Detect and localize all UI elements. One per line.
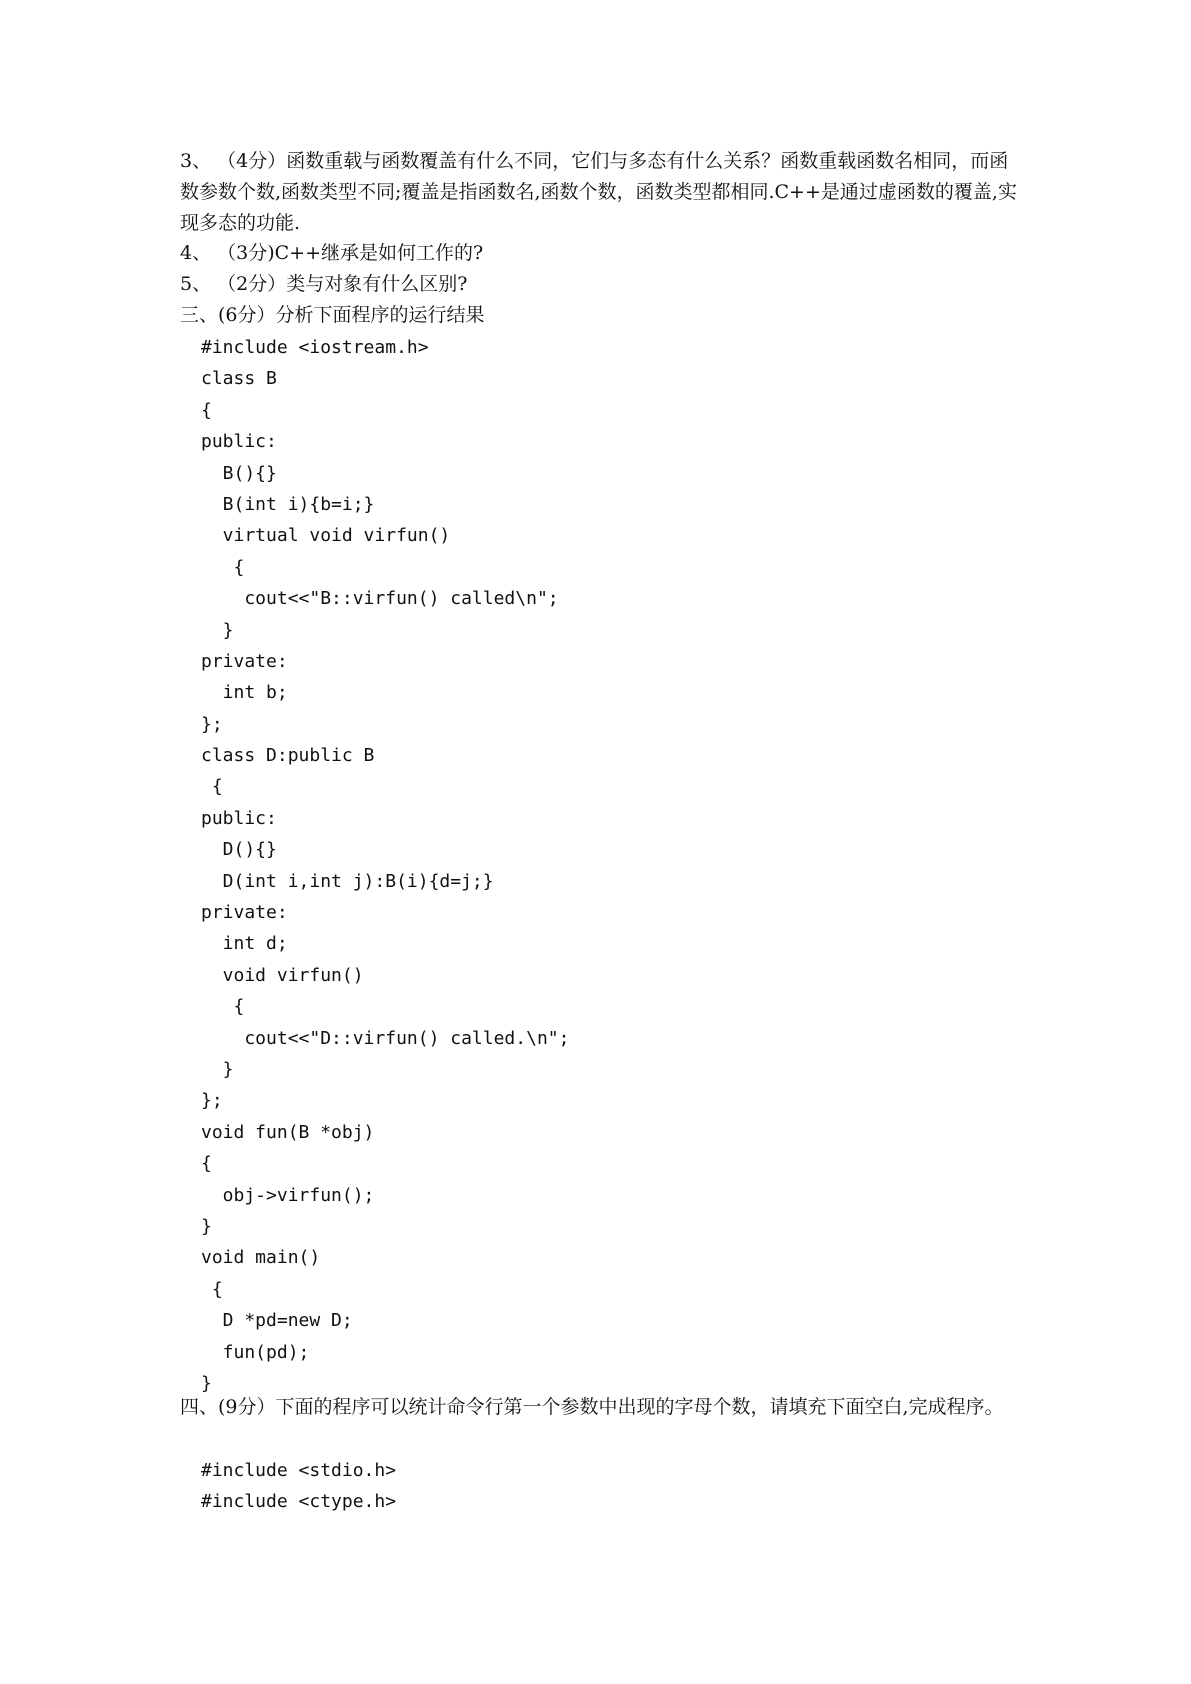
code-line: private:	[201, 902, 288, 924]
code-line: private:	[201, 650, 288, 672]
question-5: 5、 （2分）类与对象有什么区别?	[180, 273, 468, 295]
code-line: };	[201, 1090, 223, 1112]
code-line: D(){}	[201, 839, 277, 861]
code-line: void fun(B *obj)	[201, 1121, 375, 1143]
code-line: int b;	[201, 682, 288, 704]
code-line: };	[201, 713, 223, 735]
code-line: {	[201, 1153, 212, 1175]
code-line: {	[201, 996, 245, 1018]
code-line: #include <iostream.h>	[201, 337, 429, 358]
code-line: virtual void virfun()	[201, 525, 451, 547]
code-line: B(){}	[201, 462, 277, 484]
code-line: }	[201, 1215, 212, 1237]
code-line: {	[201, 556, 245, 578]
code-line: }	[201, 1058, 234, 1080]
code-line: {	[201, 776, 223, 798]
code-line: int d;	[201, 933, 288, 955]
code-line: }	[201, 619, 234, 641]
code-line: fun(pd);	[201, 1341, 310, 1363]
code-line: B(int i){b=i;}	[201, 493, 375, 515]
code-line: D(int i,int j):B(i){d=j;}	[201, 870, 494, 892]
code-line: cout<<"B::virfun() called\n";	[201, 588, 559, 610]
code-line: void virfun()	[201, 964, 364, 986]
code-line: class D:public B	[201, 745, 375, 767]
question-3: 3、 （4分）函数重载与函数覆盖有什么不同，它们与多态有什么关系？函数重载函数名相同，而函数参数个数,函数类型不同;覆盖是指函数名,函数个数，函数类型都相同.C++是通过虚函数的覆盖,实现多态的功能.	[180, 150, 1017, 234]
code-line: #include <stdio.h>	[201, 1460, 397, 1481]
code-line: #include <ctype.h>	[201, 1491, 397, 1513]
code-line: D *pd=new D;	[201, 1310, 353, 1332]
code-line: void main()	[201, 1247, 321, 1269]
code-line: public:	[201, 807, 277, 829]
section-4-code-block	[201, 1455, 396, 1518]
question-4: 4、 （3分)C++继承是如何工作的?	[180, 242, 484, 264]
code-line: cout<<"D::virfun() called.\n";	[201, 1027, 570, 1049]
section-3-heading: 三、(6分）分析下面程序的运行结果	[180, 304, 485, 326]
code-line: obj->virfun();	[201, 1184, 375, 1206]
code-line: }	[201, 1372, 212, 1394]
section-3-code-block	[201, 332, 569, 1399]
code-line: public:	[201, 431, 277, 453]
code-line: {	[201, 1278, 223, 1300]
code-line: class B	[201, 368, 277, 390]
code-line: {	[201, 399, 212, 421]
section-4-heading: 四、(9分）下面的程序可以统计命令行第一个参数中出现的字母个数，请填充下面空白,完成程序。	[180, 1396, 1004, 1418]
